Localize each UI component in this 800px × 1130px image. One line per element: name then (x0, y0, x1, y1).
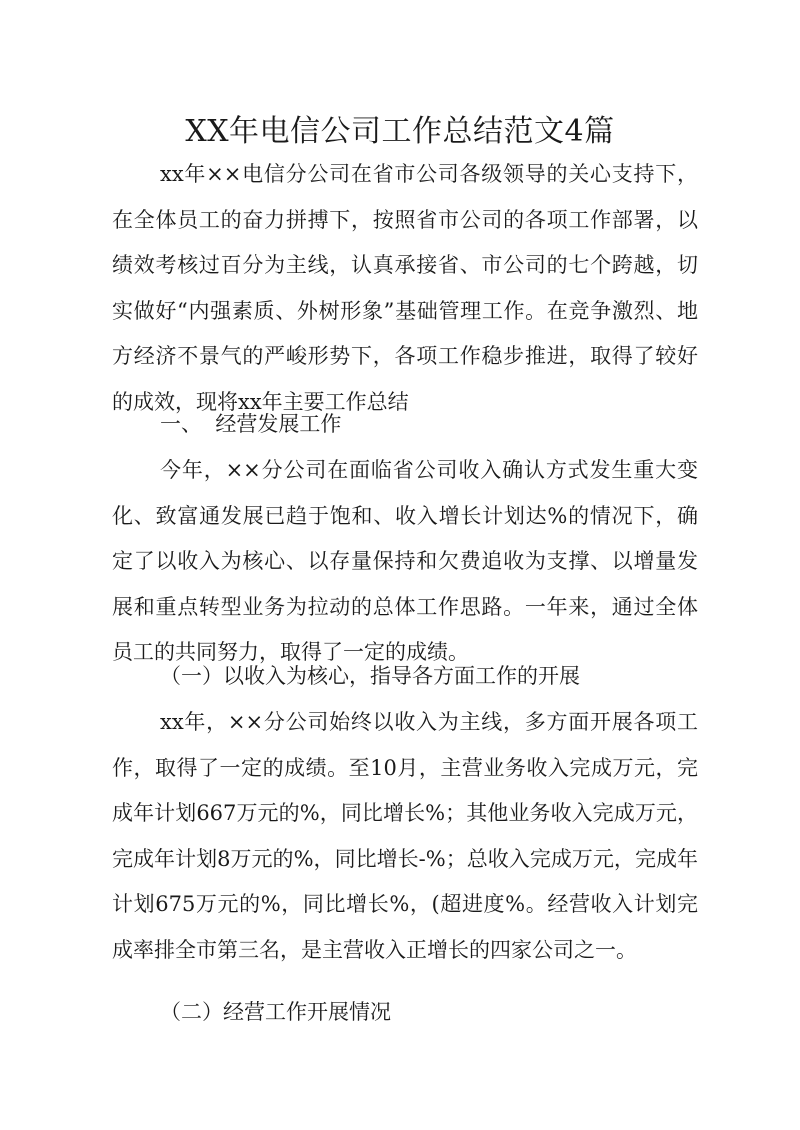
subsection-paragraph-1: xx年，××分公司始终以收入为主线，多方面开展各项工作，取得了一定的成绩。至10月，主营业务收入完成万元，完成年计划667万元的%，同比增长%；其他业务收入完成万元，完成年计划8万元的%，同比增长-%；总收入完成万元，完成年计划675万元的%，同比增长%，(超进度%。经营收入计划完成率排全市第三名，是主营收入正增长的四家公司之一。 (112, 710, 698, 962)
section-paragraph-1: 今年，××分公司在面临省公司收入确认方式发生重大变化、致富通发展已趋于饱和、收入增长计划达%的情况下，确定了以收入为核心、以存量保持和欠费追收为支撑、以增量发展和重点转型业务为拉动的总体工作思路。一年来，通过全体员工的共同努力，取得了一定的成绩。 (112, 458, 698, 664)
intro-paragraph: xx年××电信分公司在省市公司各级领导的关心支持下，在全体员工的奋力拼搏下，按照省市公司的各项工作部署，以绩效考核过百分为主线，认真承接省、市公司的七个跨越，切实做好“内强素质、外树形象”基础管理工作。在竞争激烈、地方经济不景气的严峻形势下，各项工作稳步推进，取得了较好的成效，现将xx年主要工作总结 (112, 162, 698, 414)
section-heading-1: 一、 经营发展工作 (160, 412, 342, 436)
document-title: XX年电信公司工作总结范文4篇 (185, 114, 615, 150)
subsection-heading-2: （二）经营工作开展情况 (160, 1000, 391, 1024)
subsection-heading-1: （一）以收入为核心，指导各方面工作的开展 (160, 664, 580, 688)
